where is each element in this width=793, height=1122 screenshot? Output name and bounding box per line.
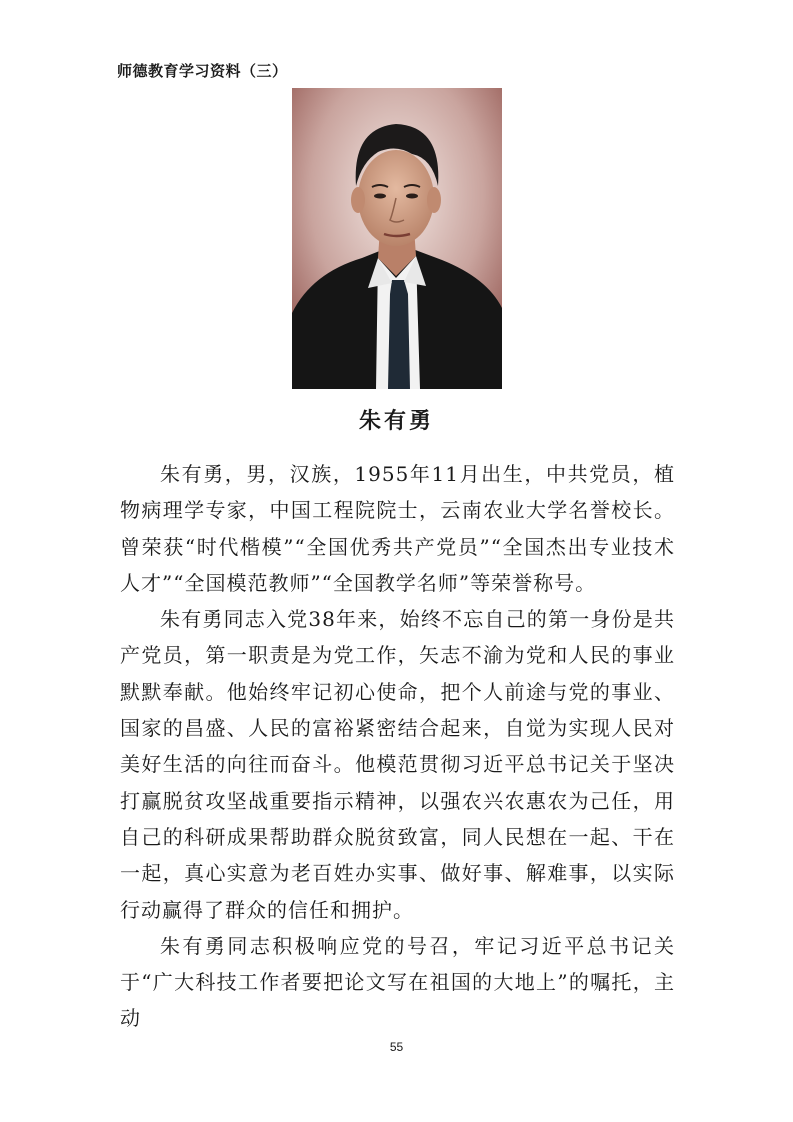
paragraph: 朱有勇同志积极响应党的号召，牢记习近平总书记关于“广大科技工作者要把论文写在祖国的大地上”的嘱托，主动 bbox=[120, 933, 675, 1031]
page-number: 55 bbox=[389, 1040, 404, 1054]
portrait-photo bbox=[292, 88, 502, 389]
document-header: 师德教育学习资料（三） bbox=[117, 62, 288, 80]
paragraph: 朱有勇同志入党38年来，始终不忘自己的第一身份是共产党员，第一职责是为党工作，矢志不渝为党和人民的事业默默奉献。他始终牢记初心使命，把个人前途与党的事业、国家的昌盛、人民的富裕紧密结合起来，自觉为实现人民对美好生活的向往而奋斗。他模范贯彻习近平总书记关于坚决打赢脱贫攻坚战重要指示精神，以强农兴农惠农为己任，用自己的科研成果帮助群众脱贫致富，同人民想在一起、干在一起，真心实意为老百姓办实事、做好事、解难事，以实际行动赢得了群众的信任和拥护。 bbox=[120, 607, 675, 922]
paragraph: 朱有勇，男，汉族，1955年11月出生，中共党员，植物病理学专家，中国工程院院士，云南农业大学名誉校长。曾荣获“时代楷模”“全国优秀共产党员”“全国杰出专业技术人才”“全国模范教师”“全国教学名师”等荣誉称号。 bbox=[120, 462, 675, 595]
person-name: 朱有勇 bbox=[358, 409, 434, 434]
biography-text bbox=[120, 456, 675, 1037]
